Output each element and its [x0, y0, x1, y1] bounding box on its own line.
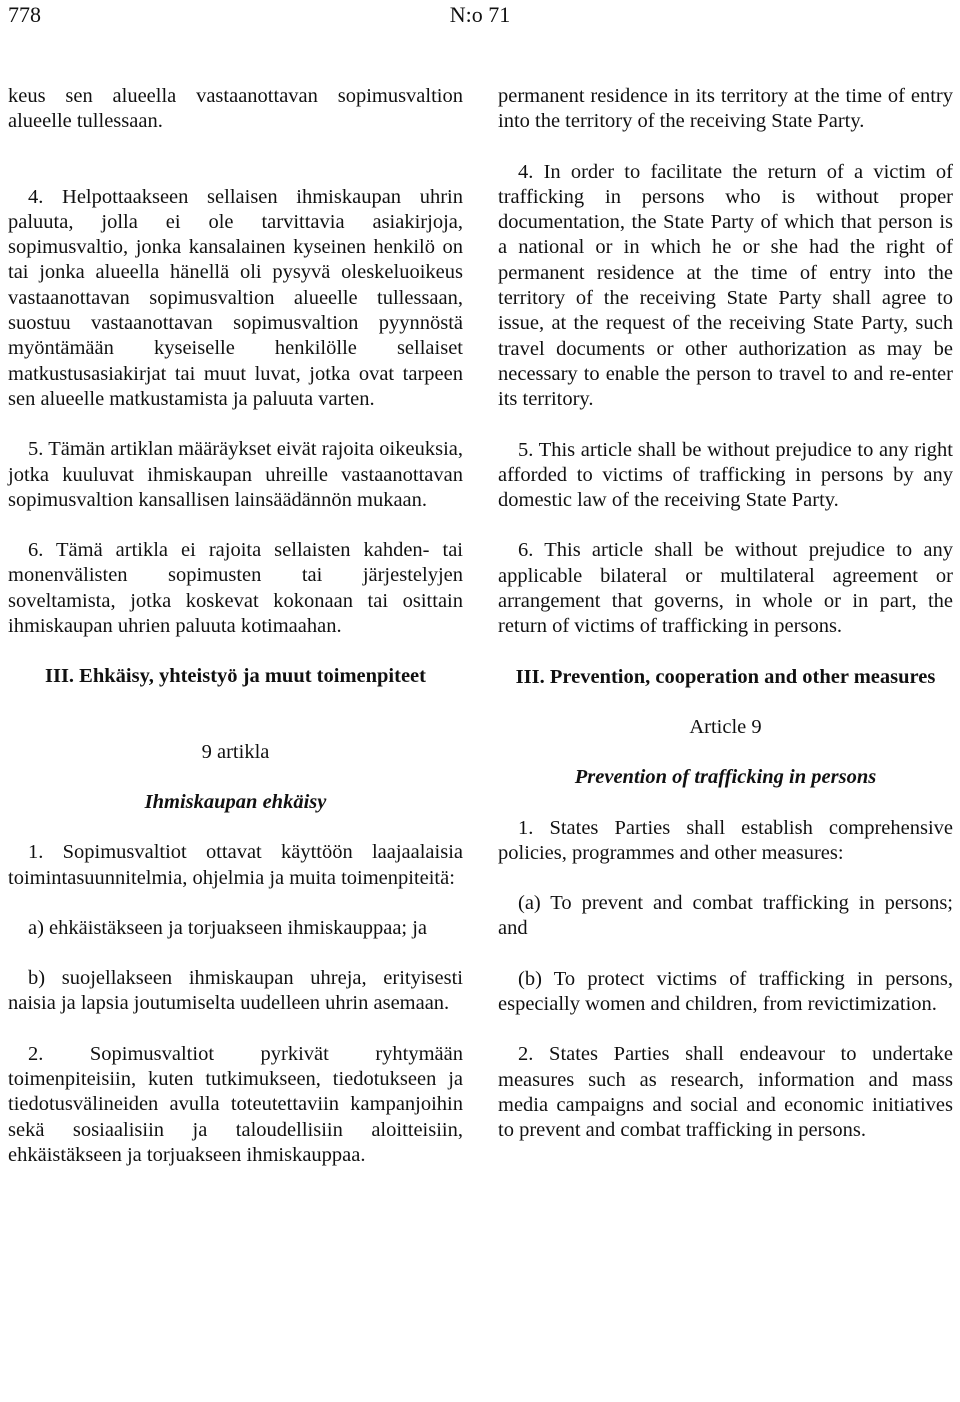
- en-paragraph-5: 5. This article shall be without prejudice to any right afforded to victims of trafficking in persons by any domestic law of the receiving State Party.: [498, 438, 953, 512]
- issue-number: N:o 71: [449, 2, 511, 27]
- finnish-column: [8, 84, 463, 1168]
- page-number: 778: [8, 2, 41, 27]
- en-paragraph-continued: permanent residence in its territory at the time of entry into the territory of the receiving State Party.: [498, 85, 953, 133]
- fi-article-item-b: b) suojellakseen ihmiskaupan uhreja, erityisesti naisia ja lapsia joutumiselta uudelleen uhrin asemaan.: [8, 967, 463, 1015]
- fi-paragraph-continued: keus sen alueella vastaanottavan sopimusvaltion alueelle tullessaan.: [8, 85, 463, 133]
- fi-article-item-a: a) ehkäistäkseen ja torjuakseen ihmiskauppaa; ja: [28, 916, 428, 939]
- fi-paragraph-4: 4. Helpottaakseen sellaisen ihmiskaupan uhrin paluuta, jolla ei ole tarvittavia asiakirjoja, sopimusvaltio, jonka kansalainen kyseinen henkilö on tai jonka alueella hänellä oli pysyvä oleskeluoikeus vastaanottavan sopimusvaltion alueelle tullessaan, suostuu vastaanottavan sopimusvaltion pyynnöstä myöntämään kyseiselle henkilölle sellaiset matkustusasiakirjat tai muut luvat, jotka ovat tarpeen sen alueelle matkustamista ja paluuta varten.: [8, 185, 463, 410]
- page-header: [0, 0, 960, 30]
- fi-paragraph-6: 6. Tämä artikla ei rajoita sellaisten kahden- tai monenvälisten sopimusten tai järjestelyjen soveltamista, jotka koskevat kokonaan tai osittain ihmiskaupan uhrien paluuta kotimaahan.: [8, 539, 463, 638]
- en-article-paragraph-1: 1. States Parties shall establish comprehensive policies, programmes and other measures:: [498, 816, 953, 864]
- fi-section-heading: III. Ehkäisy, yhteistyö ja muut toimenpiteet: [45, 665, 426, 688]
- en-article-heading: Article 9: [689, 715, 762, 738]
- fi-paragraph-5: 5. Tämän artiklan määräykset eivät rajoita oikeuksia, jotka kuuluvat ihmiskaupan uhreille vastaanottavan sopimusvaltion kansallisen lainsäädännön mukaan.: [8, 438, 463, 511]
- en-article-item-b: (b) To protect victims of trafficking in persons, especially women and children, from revictimization.: [498, 967, 953, 1016]
- en-article-item-a: (a) To prevent and combat trafficking in persons; and: [498, 892, 953, 940]
- en-paragraph-4: 4. In order to facilitate the return of a victim of trafficking in persons who is without proper documentation, the State Party of which that person is a national or in which he or she had the right of permanent residence at the time of entry into the territory of the receiving State Party shall agree to issue, at the request of the receiving State Party, such travel documents or other authorization as may be necessary to enable the person to travel to and re-enter its territory.: [498, 160, 953, 411]
- en-section-heading: III. Prevention, cooperation and other measures: [515, 665, 936, 688]
- en-paragraph-6: 6. This article shall be without prejudice to any applicable bilateral or multilateral agreement or arrangement that governs, in whole or in part, the return of victims of trafficking in persons.: [498, 539, 953, 638]
- fi-article-heading: 9 artikla: [201, 740, 270, 763]
- english-column: [498, 84, 953, 1144]
- en-article-title: Prevention of trafficking in persons: [574, 766, 877, 789]
- fi-article-title: Ihmiskaupan ehkäisy: [144, 790, 327, 813]
- fi-article-paragraph-2: 2. Sopimusvaltiot pyrkivät ryhtymään toimenpiteisiin, kuten tutkimukseen, tiedotukseen ja tiedotusvälineiden avulla toteutettaviin kampanjoihin sekä sosiaalisiin ja taloudellisiin aloitteisiin, ehkäistäkseen ja torjuakseen ihmiskauppaa.: [8, 1042, 463, 1166]
- en-article-paragraph-2: 2. States Parties shall endeavour to undertake measures such as research, information and mass media campaigns and social and economic initiatives to prevent and combat trafficking in persons.: [498, 1043, 953, 1142]
- fi-article-paragraph-1: 1. Sopimusvaltiot ottavat käyttöön laajaalaisia toimintasuunnitelmia, ohjelmia ja muita toimenpiteitä:: [8, 841, 463, 889]
